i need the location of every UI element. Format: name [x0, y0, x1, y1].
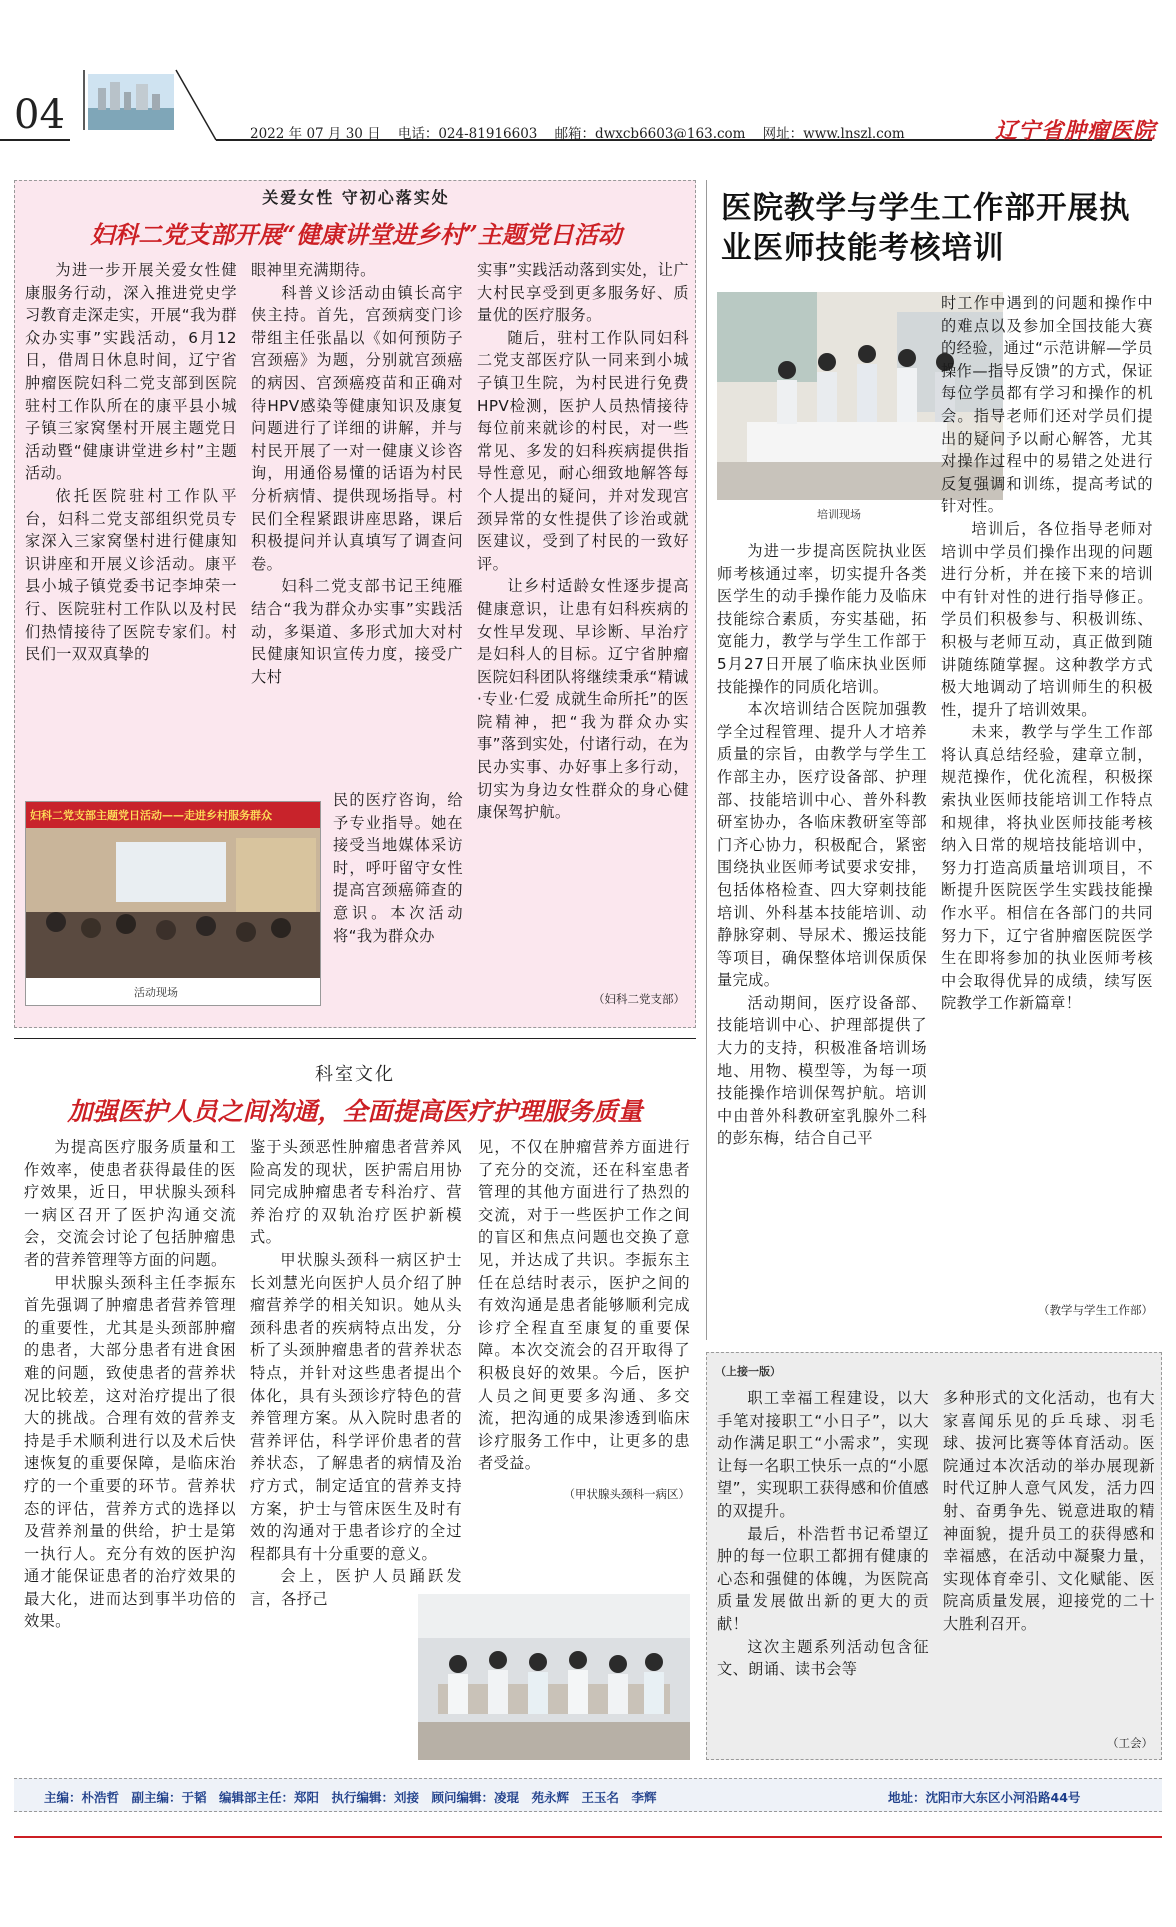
separator-line	[14, 1038, 696, 1039]
footer-editors: 主编：朴浩哲 副主编：于韬 编辑部主任：郑阳 执行编辑：刘接 顾问编辑：凌琨 苑永辉 王玉名 李辉	[44, 1790, 657, 1805]
article1-column-1: 为进一步开展关爱女性健康服务行动，深入推进党史学习教育走深走实，开展“我为群众办实事”实践活动，6月12日，借周日休息时间，辽宁省肿瘤医院妇科二党支部到医院驻村工作队所在的康平县小城子镇三家窝堡村开展主题党日活动暨“健康讲堂进乡村”主题活动。 依托医院驻村工作队平台，妇科二党支部组织党员专家深入三家窝堡村进行健康知识讲座和开展义诊活动。康平县小城子镇党委书记李坤荣一行、医院驻村工作队以及村民们热情接待了医院专家们。村民们一双双真挚的	[25, 261, 237, 664]
article-training	[706, 180, 1162, 1340]
article4-signature: （工会）	[1107, 1736, 1153, 1750]
article1-column-2: 眼神里充满期待。 科普义诊活动由镇长高宇侠主持。首先，宫颈病变门诊带组主任张晶以《如何预防子宫颈癌》为题，分别就宫颈癌的病因、宫颈癌疫苗和正确对待HPV感染等健康知识及康复问题进行了详细的讲解，并与村民开展了一对一健康义诊咨询，用通俗易懂的话语为村民分析病情、提供现场指导。村民们全程紧跟讲座思路，课后积极提问并认真填写了调查问卷。 妇科二党支部书记王纯雁结合“我为群众办实事”实践活动，多渠道、多形式加大对村民健康知识宣传力度，接受广大村	[251, 261, 463, 686]
article4-column-1: 职工幸福工程建设，以大手笔对接职工“小日子”，以大动作满足职工“小需求”，实现让每一名职工快乐一点的“小愿望”，实现职工获得感和价值感的双提升。 最后，朴浩哲书记希望辽肿的每一位职工都拥有健康的心态和强健的体魄，为医院高质量发展做出新的更大的贡献！ 这次主题系列活动包含征文、朗诵、读书会等	[717, 1389, 929, 1679]
article3-kicker: 科室文化	[315, 1064, 395, 1085]
event-photo-caption: 活动现场	[134, 986, 178, 999]
footer-rule	[14, 1836, 1162, 1838]
masthead-logo: 辽宁省肿瘤医院	[995, 118, 1157, 144]
article3-signature: （甲状腺头颈科一病区）	[563, 1487, 690, 1501]
article4-column-2: 多种形式的文化活动，也有大家喜闻乐见的乒乓球、羽毛球、拔河比赛等体育活动。医院通过本次活动的举办展现新时代辽肿人意气风发，活力四射、奋勇争先、锐意进取的精神面貌，提升员工的获得感和幸福感，在活动中凝聚力量，实现体育牵引、文化赋能、医院高质量发展，迎接党的二十大胜利召开。	[943, 1389, 1155, 1633]
article1-title: 妇科二党支部开展“健康讲堂进乡村”主题党日活动	[90, 220, 622, 249]
article1-column-2-continued: 民的医疗咨询，给予专业指导。她在接受当地媒体采访时，呼吁留守女性提高宫颈癌筛查的意识。本次活动将“我为群众办	[333, 791, 463, 945]
email-address: 邮箱：dwxcb6603@163.com	[554, 126, 746, 142]
article3-column-2: 鉴于头颈恶性肿瘤患者营养风险高发的现状，医护需启用协同完成肿瘤患者专科治疗、营养治疗的双轨治疗医护新模式。 甲状腺头颈科一病区护士长刘慧光向医护人员介绍了肿瘤营养学的相关知识。她从头颈科患者的疾病特点出发，分析了头颈肿瘤患者的营养状态特点，并针对这些患者提出个体化，具有头颈诊疗特色的营养管理方案。从入院时患者的营养评估，科学评价患者的营养状态，了解患者的病情及治疗方式，制定适宜的营养支持方案，护士与管床医生及时有效的沟通对于患者诊疗的全过程都具有十分重要的意义。 会上，医护人员踊跃发言，各抒己	[250, 1138, 462, 1608]
article1-signature: （妇科二党支部）	[593, 992, 685, 1006]
training-photo-caption: 培训现场	[817, 508, 861, 521]
article2-signature: （教学与学生工作部）	[1038, 1303, 1153, 1317]
phone-number: 电话：024-81916603	[397, 126, 538, 142]
event-photo	[25, 801, 321, 1006]
article3-title: 加强医护人员之间沟通，全面提高医疗护理服务质量	[67, 1097, 643, 1126]
article2-title: 医院教学与学生工作部开展执业医师技能考核培训	[721, 190, 1131, 266]
page-number: 04	[14, 92, 65, 138]
footer-address: 地址：沈阳市大东区小河沿路44号	[888, 1790, 1081, 1805]
meeting-photo	[418, 1594, 690, 1760]
issue-date: 2022 年 07 月 30 日	[250, 126, 381, 142]
event-photo-image	[26, 802, 320, 978]
event-photo-banner: 妇科二党支部主题党日活动——走进乡村服务群众	[30, 809, 272, 822]
article3-column-1: 为提高医疗服务质量和工作效率，使患者获得最佳的医疗效果，近日，甲状腺头颈科一病区召开了医护沟通交流会，交流会讨论了包括肿瘤患者的营养管理等方面的问题。 甲状腺头颈科主任李振东首先强调了肿瘤患者营养管理的重要性，尤其是头颈部肿瘤的患者，大部分患者有进食困难的问题，致使患者的营养状况比较差，这对治疗提出了很大的挑战。合理有效的营养支持是手术顺利进行以及术后快速恢复的重要保障，是临床治疗的一个重要的环节。营养状态的评估，营养方式的选择以及营养剂量的供给，护士是第一执行人。充分有效的医护沟通才能保证患者的治疗效果的最大化，进而达到事半功倍的效果。	[24, 1138, 236, 1631]
article1-kicker: 关爱女性 守初心落实处	[262, 188, 450, 207]
article1-column-3: 实事”实践活动落到实处，让广大村民享受到更多服务好、质量优的医疗服务。 随后，驻村工作队同妇科二党支部医疗队一同来到小城子镇卫生院，为村民进行免费HPV检测，医护人员热情接待每位前来就诊的村民，对一些常见、多发的妇科疾病提供指导性意见，耐心细致地解答每个人提出的疑问，并对发现宫颈异常的女性提供了诊治或就医建议，受到了村民的一致好评。 让乡村适龄女性逐步提高健康意识，让患有妇科疾病的女性早发现、早诊断、早治疗是妇科人的目标。辽宁省肿瘤医院妇科团队将继续秉承“精诚·专业·仁爱 成就生命所托”的医院精神，把“我为群众办实事”落到实处，付诸行动，在为民办实事、办好事上多行动，切实为身边女性群众的身心健康保驾护航。	[477, 261, 689, 822]
article2-column-2: 时工作中遇到的问题和操作中的难点以及参加全国技能大赛的经验，通过“示范讲解—学员操作—指导反馈”的方式，保证每位学员都有学习和操作的机会。指导老师们还对学员们提出的疑问予以耐心解答，尤其对操作过程中的易错之处进行反复强调和训练，提高考试的针对性。 培训后，各位指导老师对培训中学员们操作出现的问题进行分析，并在接下来的培训中有针对性的进行指导修正。学员们积极参与、积极训练、积极与老师互动，真正做到随讲随练随掌握。这种教学方式极大地调动了培训师生的积极性，提升了培训效果。 未来，教学与学生工作部将认真总结经验，建章立制，规范操作，优化流程，积极探索执业医师技能培训工作特点和规律，将执业医师技能考核纳入日常的规培技能培训中，努力打造高质量培训项目，不断提升医院医学生实践技能操作水平。相信在各部门的共同努力下，辽宁省肿瘤医院医学生在即将参加的执业医师考核中会取得优异的成绩，续写医院教学工作新篇章！	[941, 294, 1153, 1013]
website-address: 网址：www.lnszl.com	[762, 126, 905, 142]
article-department-culture	[14, 1046, 696, 1760]
continued-from-page-one: （上接一版）	[715, 1365, 781, 1378]
meeting-photo-image	[418, 1594, 690, 1760]
article-women-health	[14, 180, 696, 1028]
article2-column-1: 为进一步提高医院执业医师考核通过率，切实提升各类医学生的动手操作能力及临床技能综合素质，夯实基础，拓宽能力，教学与学生工作部于5月27日开展了临床执业医师技能操作的同质化培训。 本次培训结合医院加强教学全过程管理、提升人才培养质量的宗旨，由教学与学生工作部主办，医疗设备部、护理部、技能培训中心、普外科教研室协办，各临床教研室等部门齐心协力，积极配合，紧密围绕执业医师考试要求安排，包括体格检查、四大穿刺技能培训、外科基本技能培训、动静脉穿刺、导尿术、搬运技能等项目，确保整体培训保质保量完成。 活动期间，医疗设备部、技能培训中心、护理部提供了大力的支持，积极准备培训场地、用物、模型等，为每一项技能操作培训保驾护航。培训中由普外科教研室乳腺外二科的彭东梅，结合自己平	[717, 542, 927, 1148]
article3-column-3: 见，不仅在肿瘤营养方面进行了充分的交流，还在科室患者管理的其他方面进行了热烈的交流，对于一些医护工作之间的盲区和焦点问题也交换了意见，并达成了共识。李振东主任在总结时表示，医护之间的有效沟通是患者能够顺利完成诊疗全程直至康复的重要保障。本次交流会的召开取得了积极良好的效果。今后，医护人员之间更要多沟通、多交流，把沟通的成果渗透到临床诊疗服务工作中，让更多的患者受益。	[478, 1138, 690, 1473]
article-continued	[706, 1352, 1162, 1760]
footer-bar	[14, 1778, 1162, 1812]
